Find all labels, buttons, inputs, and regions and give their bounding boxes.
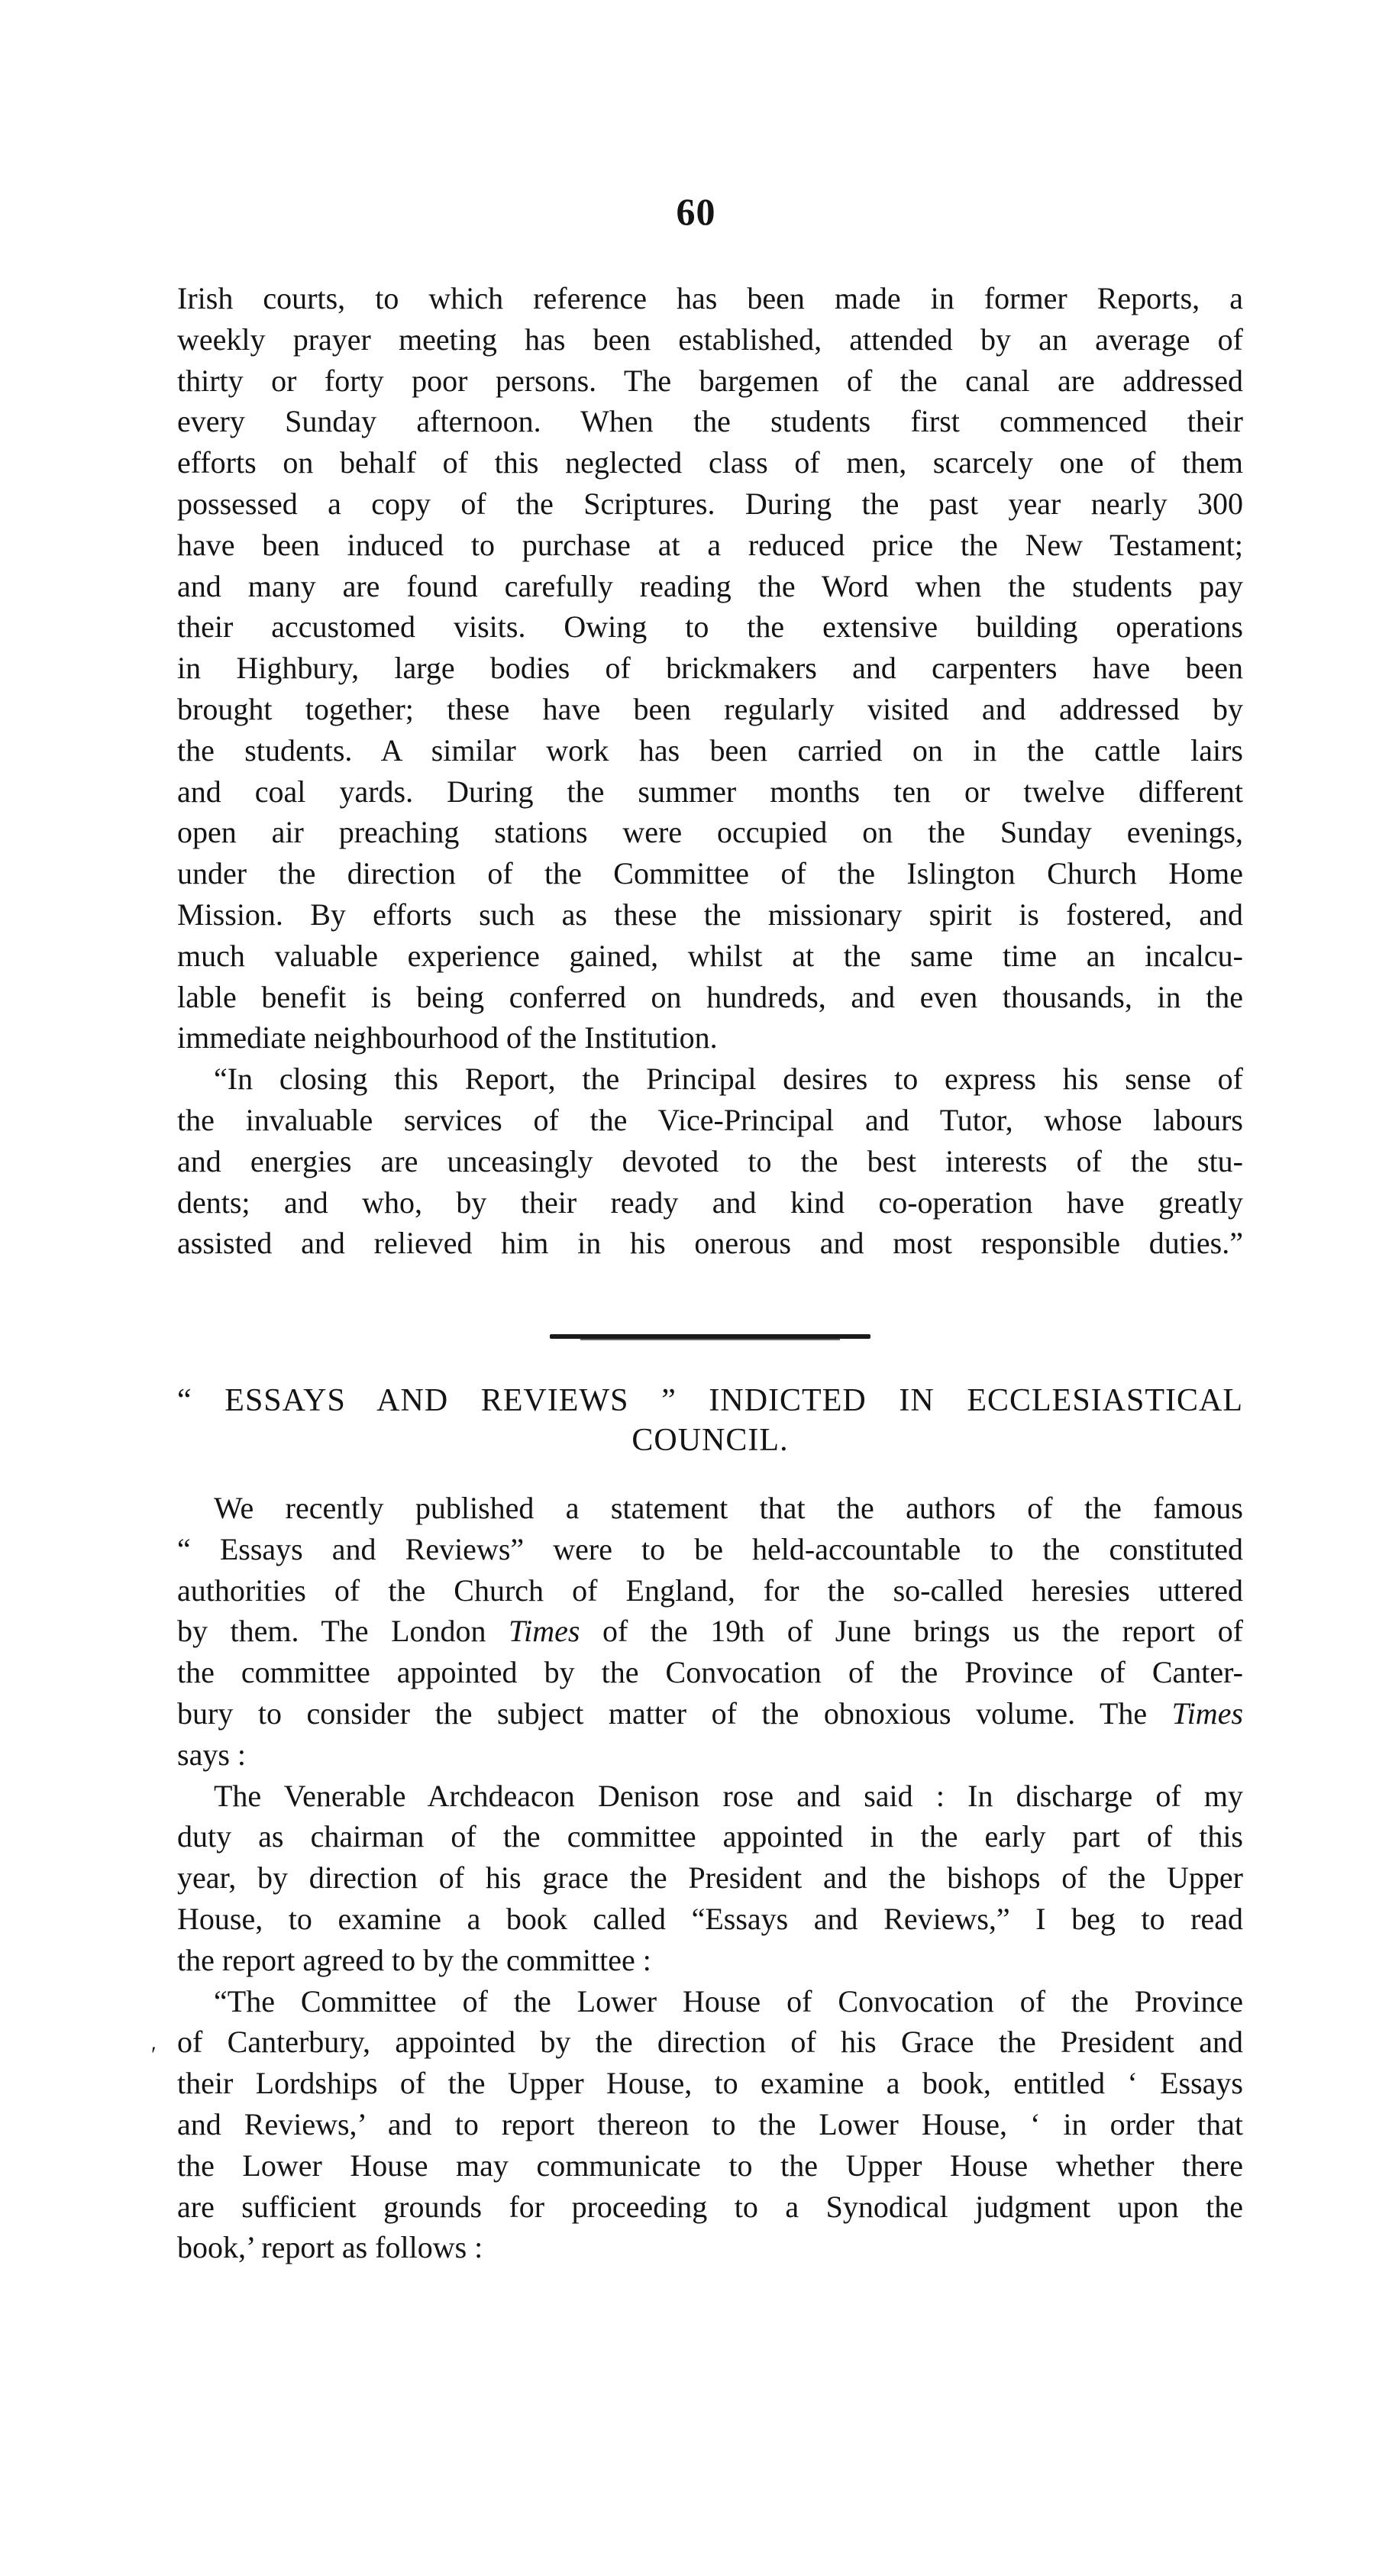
text-line: lable benefit is being conferred on hundreds, and even thousands, in the (177, 979, 1243, 1014)
text-line: book,’ report as follows : (177, 2230, 483, 2265)
text-line: dents; and who, by their ready and kind co-operation have greatly (177, 1185, 1243, 1220)
text-line: and many are found carefully reading the Word when the students pay (177, 568, 1243, 603)
text-line: duty as chairman of the committee appointed in the early part of this (177, 1819, 1243, 1854)
text-line: the invaluable services of the Vice-Principal and Tutor, whose labours (177, 1102, 1243, 1137)
text-line: of Canterbury, appointed by the direction of his Grace the President and (177, 2025, 1243, 2060)
text-line: We recently published a statement that the authors of the famous (214, 1491, 1243, 1525)
text-line: year, by direction of his grace the President and the bishops of the Upper (177, 1860, 1243, 1896)
text-line: The Venerable Archdeacon Denison rose and said : In discharge of my (214, 1778, 1243, 1813)
italic-newspaper-name: Times (509, 1614, 580, 1649)
text-line: “ Essays and Reviews” were to be held-accountable to the constituted (177, 1531, 1243, 1566)
text-line: assisted and relieved him in his onerous and most responsible duties.” (177, 1226, 1243, 1261)
text-line: the students. A similar work has been carried on in the cattle lairs (177, 732, 1243, 768)
text-line: says : (177, 1737, 246, 1772)
closing-paragraph (177, 1059, 1243, 1264)
text-segment: by them. The London (177, 1614, 486, 1649)
text-line: and energies are unceasingly devoted to the best interests of the stu- (177, 1143, 1243, 1178)
article-heading (177, 1381, 1243, 1460)
text-line: their accustomed visits. Owing to the extensive building operations (177, 609, 1243, 645)
text-segment: of the 19th of June brings us the report of (602, 1614, 1243, 1649)
text-line: Mission. By efforts such as these the missionary spirit is fostered, and (177, 897, 1243, 932)
text-line: House, to examine a book called “Essays and Reviews,” I beg to read (177, 1901, 1243, 1936)
heading-line-2: COUNCIL. (631, 1423, 789, 1458)
italic-newspaper-name: Times (1171, 1695, 1243, 1731)
article-paragraph-2 (177, 1776, 1243, 1981)
report-continuation (177, 278, 1243, 1264)
text-line: the Lower House may communicate to the Upper House whether there (177, 2148, 1243, 2183)
text-line: “In closing this Report, the Principal desires to express his sense of (214, 1062, 1243, 1097)
text-line-mixed (177, 1611, 1243, 1652)
heading-line-1: “ ESSAYS AND REVIEWS ” INDICTED IN ECCLESIASTICAL (177, 1383, 1243, 1418)
section-divider (550, 1334, 870, 1339)
text-line: authorities of the Church of England, for the so-called heresies uttered (177, 1572, 1243, 1608)
article-paragraph-3 (177, 1981, 1243, 2269)
text-line: open air preaching stations were occupied on the Sunday evenings, (177, 815, 1243, 850)
text-line: every Sunday afternoon. When the students first commenced their (177, 404, 1243, 439)
text-line: brought together; these have been regularly visited and addressed by (177, 691, 1243, 726)
text-line: possessed a copy of the Scriptures. During the past year nearly 300 (177, 486, 1243, 521)
article-paragraph-1 (177, 1488, 1243, 1776)
text-line: their Lordships of the Upper House, to examine a book, entitled ‘ Essays (177, 2066, 1243, 2101)
text-line: much valuable experience gained, whilst at the same time an incalcu- (177, 938, 1243, 973)
text-line: have been induced to purchase at a reduced price the New Testament; (177, 527, 1243, 562)
text-line: immediate neighbourhood of the Institution. (177, 1020, 718, 1055)
text-line: thirty or forty poor persons. The bargemen of the canal are addressed (177, 363, 1243, 398)
text-line: efforts on behalf of this neglected class of men, scarcely one of them (177, 445, 1243, 480)
text-line: under the direction of the Committee of the Islington Church Home (177, 856, 1243, 891)
page-number: 60 (676, 190, 716, 233)
margin-mark: ʹ (151, 2042, 157, 2067)
text-line: and coal yards. During the summer months ten or twelve different (177, 774, 1243, 809)
report-paragraph (177, 278, 1243, 1059)
article-body (177, 1488, 1243, 2268)
text-line: the report agreed to by the committee : (177, 1942, 651, 1977)
text-line: and Reviews,’ and to report thereon to the Lower House, ‘ in order that (177, 2106, 1243, 2141)
text-line: Irish courts, to which reference has been made in former Reports, a (177, 281, 1243, 315)
text-line: are sufficient grounds for proceeding to a Synodical judgment upon the (177, 2189, 1243, 2224)
text-line: the committee appointed by the Convocation of the Province of Canter- (177, 1655, 1243, 1690)
text-segment: bury to consider the subject matter of the obnoxious volume. The (177, 1695, 1148, 1731)
text-line: “The Committee of the Lower House of Convocation of the Province (214, 1983, 1243, 2018)
text-line-mixed (177, 1693, 1243, 1734)
text-line: weekly prayer meeting has been established, attended by an average of (177, 322, 1243, 357)
text-line: in Highbury, large bodies of brickmakers and carpenters have been (177, 651, 1243, 686)
